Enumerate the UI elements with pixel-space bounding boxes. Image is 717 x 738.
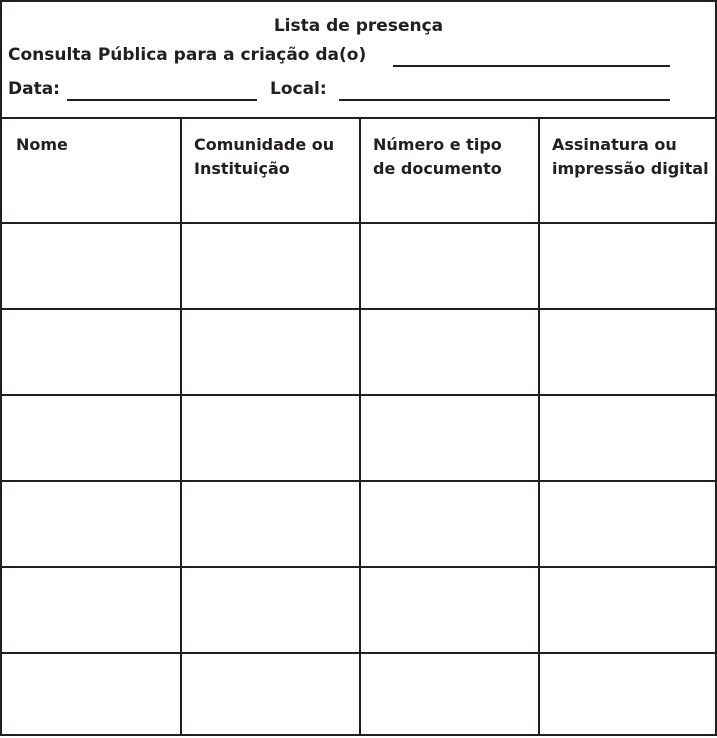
column-header-document: Número e tipo de documento: [373, 135, 502, 178]
table-cell[interactable]: [2, 568, 180, 652]
table-cell[interactable]: [540, 224, 715, 308]
date-blank-line[interactable]: [67, 99, 257, 101]
table-cell[interactable]: [540, 396, 715, 480]
table-cell[interactable]: [182, 654, 359, 738]
table-cell[interactable]: [2, 482, 180, 566]
table-cell[interactable]: [361, 224, 538, 308]
sheet-title: Lista de presença: [273, 16, 444, 36]
table-cell[interactable]: [361, 654, 538, 738]
table-cell[interactable]: [2, 310, 180, 394]
table-cell[interactable]: [2, 654, 180, 738]
consultation-blank-line[interactable]: [393, 65, 670, 67]
local-blank-line[interactable]: [339, 99, 670, 101]
table-cell[interactable]: [540, 654, 715, 738]
table-cell[interactable]: [540, 568, 715, 652]
attendance-table: [2, 119, 715, 734]
column-header-community: Comunidade ou Instituição: [194, 135, 335, 178]
table-cell[interactable]: [361, 310, 538, 394]
table-cell[interactable]: [540, 310, 715, 394]
table-cell[interactable]: [182, 396, 359, 480]
column-header-name: Nome: [16, 135, 68, 154]
local-label: Local:: [270, 79, 327, 99]
column-header-signature: Assinatura ou impressão digital: [552, 135, 709, 178]
table-cell[interactable]: [2, 224, 180, 308]
table-cell[interactable]: [182, 568, 359, 652]
table-cell[interactable]: [2, 396, 180, 480]
table-cell[interactable]: [182, 224, 359, 308]
date-label: Data:: [8, 79, 60, 99]
table-cell[interactable]: [540, 482, 715, 566]
sheet-header: [2, 2, 715, 119]
table-cell[interactable]: [182, 310, 359, 394]
consultation-label: Consulta Pública para a criação da(o): [8, 45, 367, 65]
table-cell[interactable]: [182, 482, 359, 566]
table-cell[interactable]: [361, 568, 538, 652]
table-cell[interactable]: [361, 482, 538, 566]
table-cell[interactable]: [361, 396, 538, 480]
